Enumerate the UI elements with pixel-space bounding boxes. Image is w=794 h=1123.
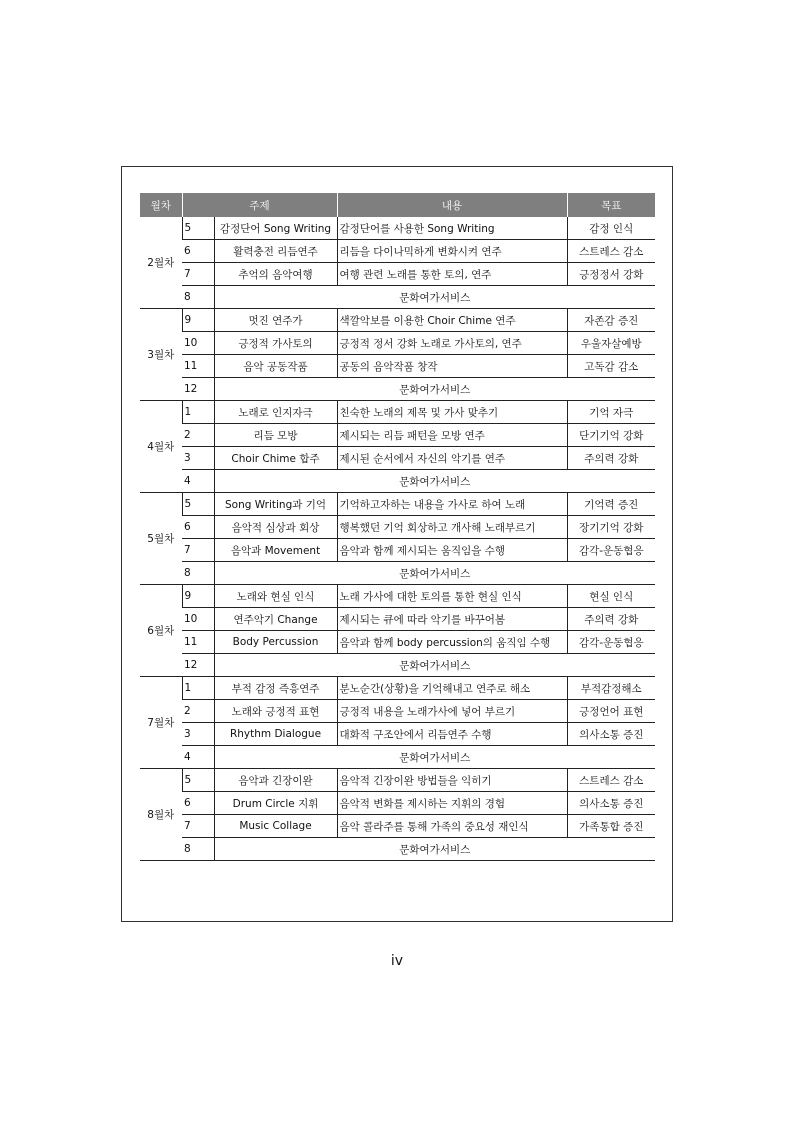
session-number: 11 [182, 355, 214, 378]
session-number: 10 [182, 332, 214, 355]
goal-cell: 우울자살예방 [567, 332, 655, 355]
program-schedule-table [140, 193, 655, 861]
content-cell: 친숙한 노래의 제목 및 가사 맞추기 [337, 401, 567, 424]
header-content: 내용 [337, 193, 567, 217]
table-row [140, 838, 655, 861]
topic-cell: Song Writing과 기억 [214, 493, 337, 516]
table-row [140, 539, 655, 562]
goal-cell: 가족통합 증진 [567, 815, 655, 838]
header-goal: 목표 [567, 193, 655, 217]
content-cell: 음악적 긴장이완 방법들을 익히기 [337, 769, 567, 792]
topic-cell: 노래와 현실 인식 [214, 585, 337, 608]
topic-cell: 음악적 심상과 회상 [214, 516, 337, 539]
header-month: 월차 [140, 193, 182, 217]
month-label: 2월차 [140, 217, 182, 309]
content-cell: 음악적 변화를 제시하는 지휘의 경험 [337, 792, 567, 815]
topic-cell: 긍정적 가사토의 [214, 332, 337, 355]
table-row [140, 378, 655, 401]
session-number: 11 [182, 631, 214, 654]
content-cell: 제시되는 리듬 패턴을 모방 연주 [337, 424, 567, 447]
session-number: 9 [182, 309, 214, 332]
session-number: 7 [182, 263, 214, 286]
content-cell: 대화적 구조안에서 리듬연주 수행 [337, 723, 567, 746]
content-cell: 음악 콜라주를 통해 가족의 중요성 재인식 [337, 815, 567, 838]
table-row [140, 240, 655, 263]
topic-cell: 음악 공동작품 [214, 355, 337, 378]
session-number: 3 [182, 723, 214, 746]
table-row [140, 654, 655, 677]
goal-cell: 스트레스 감소 [567, 240, 655, 263]
month-label: 3월차 [140, 309, 182, 401]
topic-cell: 부적 감정 즉흥연주 [214, 677, 337, 700]
header-topic: 주제 [182, 193, 337, 217]
table-row [140, 723, 655, 746]
goal-cell: 감각-운동협응 [567, 631, 655, 654]
goal-cell: 감정 인식 [567, 217, 655, 240]
session-number: 6 [182, 240, 214, 263]
session-number: 4 [182, 470, 214, 493]
goal-cell: 의사소통 증진 [567, 723, 655, 746]
session-number: 8 [182, 562, 214, 585]
content-cell: 긍정적 내용을 노래가사에 넣어 부르기 [337, 700, 567, 723]
session-number: 7 [182, 539, 214, 562]
topic-cell: Music Collage [214, 815, 337, 838]
content-cell: 분노순간(상황)을 기억해내고 연주로 해소 [337, 677, 567, 700]
session-number: 1 [182, 677, 214, 700]
table-row [140, 424, 655, 447]
content-cell: 제시된 순서에서 자신의 악기를 연주 [337, 447, 567, 470]
table-row [140, 769, 655, 792]
content-cell: 제시되는 큐에 따라 악기를 바꾸어봄 [337, 608, 567, 631]
session-number: 9 [182, 585, 214, 608]
session-number: 5 [182, 493, 214, 516]
service-cell: 문화여가서비스 [214, 378, 655, 401]
goal-cell: 현실 인식 [567, 585, 655, 608]
table-row [140, 332, 655, 355]
goal-cell: 스트레스 감소 [567, 769, 655, 792]
content-cell: 리듬을 다이나믹하게 변화시켜 연주 [337, 240, 567, 263]
content-cell: 노래 가사에 대한 토의를 통한 현실 인식 [337, 585, 567, 608]
topic-cell: 연주악기 Change [214, 608, 337, 631]
table-header-row [140, 193, 655, 217]
table-row [140, 585, 655, 608]
topic-cell: Drum Circle 지휘 [214, 792, 337, 815]
session-number: 6 [182, 792, 214, 815]
topic-cell: 음악과 Movement [214, 539, 337, 562]
topic-cell: Rhythm Dialogue [214, 723, 337, 746]
session-number: 6 [182, 516, 214, 539]
goal-cell: 장기기억 강화 [567, 516, 655, 539]
topic-cell: 음악과 긴장이완 [214, 769, 337, 792]
goal-cell: 주의력 강화 [567, 447, 655, 470]
goal-cell: 의사소통 증진 [567, 792, 655, 815]
goal-cell: 부적감정해소 [567, 677, 655, 700]
service-cell: 문화여가서비스 [214, 746, 655, 769]
session-number: 1 [182, 401, 214, 424]
content-cell: 여행 관련 노래를 통한 토의, 연주 [337, 263, 567, 286]
session-number: 12 [182, 654, 214, 677]
table-row [140, 447, 655, 470]
goal-cell: 고독감 감소 [567, 355, 655, 378]
service-cell: 문화여가서비스 [214, 470, 655, 493]
goal-cell: 긍정언어 표현 [567, 700, 655, 723]
session-number: 8 [182, 838, 214, 861]
goal-cell: 기억력 증진 [567, 493, 655, 516]
table-row [140, 746, 655, 769]
service-cell: 문화여가서비스 [214, 654, 655, 677]
goal-cell: 기억 자극 [567, 401, 655, 424]
table-row [140, 608, 655, 631]
page-number: iv [390, 953, 404, 969]
topic-cell: 추억의 음악여행 [214, 263, 337, 286]
month-label: 7월차 [140, 677, 182, 769]
month-label: 6월차 [140, 585, 182, 677]
session-number: 8 [182, 286, 214, 309]
session-number: 3 [182, 447, 214, 470]
service-cell: 문화여가서비스 [214, 286, 655, 309]
table-row [140, 562, 655, 585]
table-row [140, 309, 655, 332]
topic-cell: 노래로 인지자극 [214, 401, 337, 424]
goal-cell: 긍정정서 강화 [567, 263, 655, 286]
table-row [140, 401, 655, 424]
session-number: 5 [182, 217, 214, 240]
topic-cell: 리듬 모방 [214, 424, 337, 447]
topic-cell: 노래와 긍정적 표현 [214, 700, 337, 723]
content-cell: 음악과 함께 제시되는 움직임을 수행 [337, 539, 567, 562]
table-row [140, 263, 655, 286]
session-number: 2 [182, 424, 214, 447]
session-number: 10 [182, 608, 214, 631]
month-label: 4월차 [140, 401, 182, 493]
table-row [140, 286, 655, 309]
topic-cell: 감정단어 Song Writing [214, 217, 337, 240]
service-cell: 문화여가서비스 [214, 562, 655, 585]
goal-cell: 자존감 증진 [567, 309, 655, 332]
table-row [140, 516, 655, 539]
session-number: 4 [182, 746, 214, 769]
table-row [140, 700, 655, 723]
goal-cell: 감각-운동협응 [567, 539, 655, 562]
month-label: 5월차 [140, 493, 182, 585]
goal-cell: 단기기억 강화 [567, 424, 655, 447]
table-row [140, 792, 655, 815]
topic-cell: Choir Chime 합주 [214, 447, 337, 470]
goal-cell: 주의력 강화 [567, 608, 655, 631]
content-cell: 감정단어를 사용한 Song Writing [337, 217, 567, 240]
month-label: 8월차 [140, 769, 182, 861]
content-cell: 행복했던 기억 회상하고 개사해 노래부르기 [337, 516, 567, 539]
session-number: 7 [182, 815, 214, 838]
content-cell: 색깔악보를 이용한 Choir Chime 연주 [337, 309, 567, 332]
content-cell: 음악과 함께 body percussion의 움직임 수행 [337, 631, 567, 654]
session-number: 5 [182, 769, 214, 792]
table-row [140, 355, 655, 378]
table-row [140, 677, 655, 700]
table-row [140, 631, 655, 654]
service-cell: 문화여가서비스 [214, 838, 655, 861]
topic-cell: Body Percussion [214, 631, 337, 654]
table-row [140, 217, 655, 240]
table-row [140, 815, 655, 838]
topic-cell: 활력충전 리듬연주 [214, 240, 337, 263]
content-cell: 공동의 음악작품 창작 [337, 355, 567, 378]
session-number: 12 [182, 378, 214, 401]
topic-cell: 멋진 연주가 [214, 309, 337, 332]
table-body [140, 217, 655, 861]
content-cell: 기억하고자하는 내용을 가사로 하여 노래 [337, 493, 567, 516]
table-row [140, 470, 655, 493]
table-row [140, 493, 655, 516]
session-number: 2 [182, 700, 214, 723]
content-cell: 긍정적 정서 강화 노래로 가사토의, 연주 [337, 332, 567, 355]
